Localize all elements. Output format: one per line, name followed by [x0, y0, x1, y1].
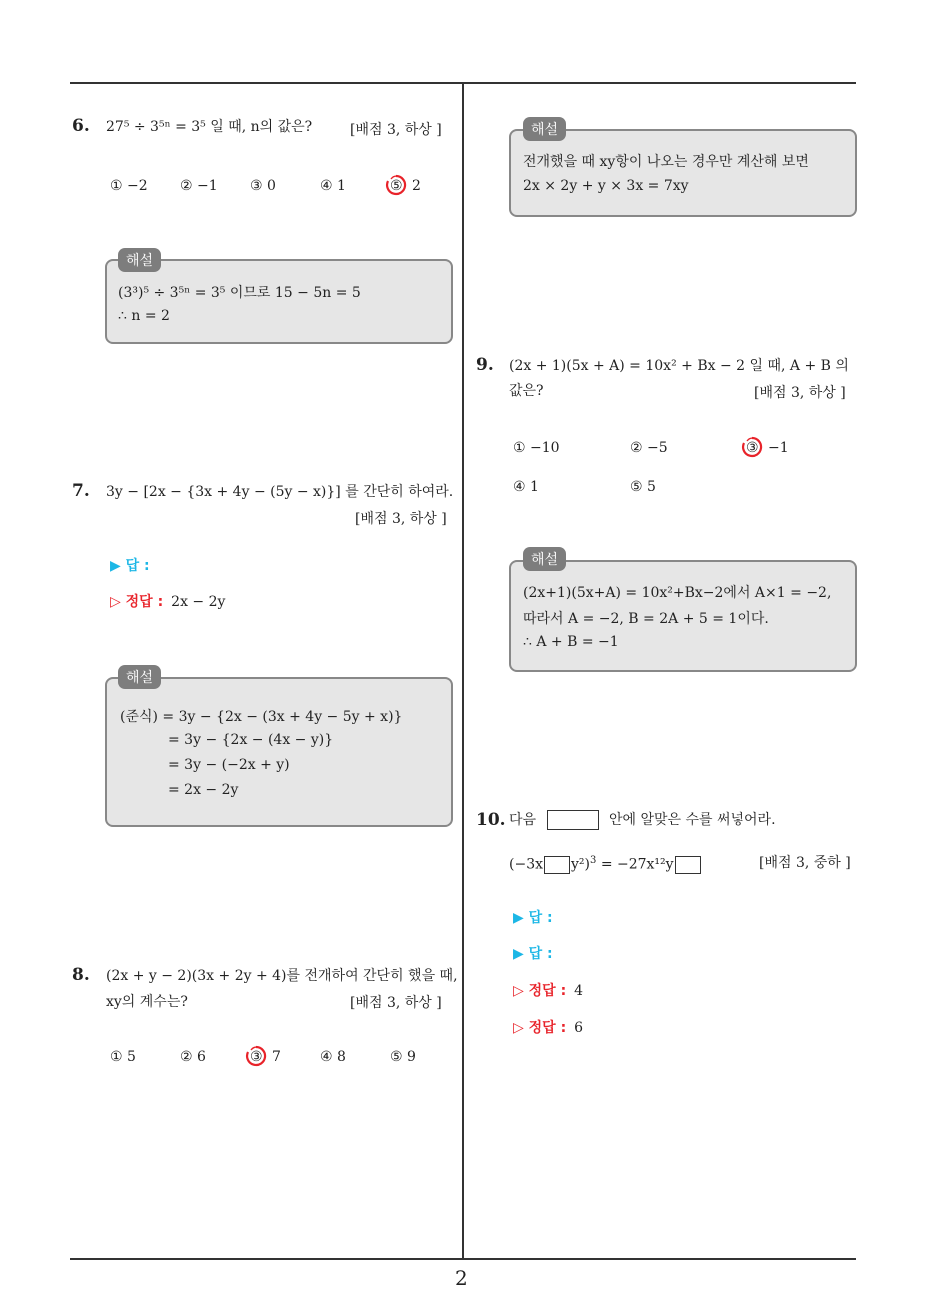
q6-solution-line-1: (3³)⁵ ÷ 3⁵ⁿ = 3⁵ 이므로 15 − 5n = 5	[118, 285, 361, 301]
column-divider	[462, 82, 464, 1259]
question-7-score: [배점 3, 하상 ]	[355, 511, 447, 527]
selected-answer-circle-icon	[741, 436, 763, 458]
answer-blank-box[interactable]	[675, 856, 701, 874]
q6-choice-4[interactable]: ④ 1	[320, 178, 346, 194]
question-9-text-line-1: (2x + 1)(5x + A) = 10x² + Bx − 2 일 때, A + B 의	[509, 358, 849, 374]
q8-solution-line-1: 전개했을 때 xy항이 나오는 경우만 계산해 보면	[523, 154, 809, 170]
question-6-number: 6.	[72, 116, 90, 136]
question-6-score: [배점 3, 하상 ]	[350, 122, 442, 138]
q8-choice-3[interactable]: ③	[250, 1049, 263, 1065]
question-7-text: 3y − [2x − {3x + 4y − (5y − x)}] 를 간단히 하여라.	[106, 484, 454, 500]
q8-choice-5[interactable]: ⑤ 9	[390, 1049, 416, 1065]
question-8-text-line-1: (2x + y − 2)(3x + 2y + 4)를 전개하여 간단히 했을 때,	[106, 968, 458, 984]
q7-solution-line-4: = 2x − 2y	[168, 782, 239, 798]
q8-solution-tag: 해설	[523, 117, 566, 141]
q8-choice-1[interactable]: ① 5	[110, 1049, 136, 1065]
expr-part-3: = −27x¹²y	[600, 856, 674, 873]
question-8-score: [배점 3, 하상 ]	[350, 995, 442, 1011]
q7-solution-box	[105, 677, 453, 827]
question-9-score: [배점 3, 하상 ]	[754, 385, 846, 401]
q8-choice-4[interactable]: ④ 8	[320, 1049, 346, 1065]
question-10-text-start: 다음	[509, 812, 537, 828]
selected-answer-circle-icon	[245, 1045, 267, 1067]
q9-choice-1[interactable]: ① −10	[513, 440, 560, 456]
q9-solution-tag: 해설	[523, 547, 566, 571]
question-10-expression	[509, 848, 701, 878]
q9-solution-line-2: 따라서 A = −2, B = 2A + 5 = 1이다.	[523, 611, 769, 627]
q7-correct-label: ▷ 정답 :	[110, 594, 164, 610]
q10-answer-label-2: ▶ 답 :	[513, 946, 553, 962]
question-10-score: [배점 3, 중하 ]	[759, 855, 851, 871]
question-9-number: 9.	[476, 355, 494, 375]
q7-solution-line-1: (준식) = 3y − {2x − (3x + 4y − 5y + x)}	[120, 709, 403, 725]
q6-solution-line-2: ∴ n = 2	[118, 308, 170, 324]
answer-blank-box[interactable]	[544, 856, 570, 874]
question-10-number: 10.	[476, 810, 506, 830]
q7-correct-value: 2x − 2y	[171, 594, 226, 610]
question-10-text-end: 안에 알맞은 수를 써넣어라.	[608, 812, 776, 828]
q9-choice-2[interactable]: ② −5	[630, 440, 668, 456]
q9-choice-4[interactable]: ④ 1	[513, 479, 539, 495]
expr-part-1: (−3x	[509, 856, 543, 873]
q7-correct-answer	[110, 591, 225, 611]
question-7-number: 7.	[72, 481, 90, 501]
q7-solution-line-2: = 3y − {2x − (4x − y)}	[168, 732, 334, 748]
q6-solution-tag: 해설	[118, 248, 161, 272]
q8-choice-2[interactable]: ② 6	[180, 1049, 206, 1065]
expr-exponent: 3	[589, 855, 597, 866]
q7-solution-line-3: = 3y − (−2x + y)	[168, 757, 290, 773]
q10-correct-label-2: ▷ 정답 :	[513, 1020, 567, 1036]
q9-solution-line-3: ∴ A + B = −1	[523, 634, 619, 650]
question-9-text-line-2: 값은?	[509, 383, 544, 399]
q10-answer-label-1: ▶ 답 :	[513, 910, 553, 926]
q9-choice-3-value: −1	[768, 440, 789, 456]
q9-choice-5[interactable]: ⑤ 5	[630, 479, 656, 495]
question-6-text: 27⁵ ÷ 3⁵ⁿ = 3⁵ 일 때, n의 값은?	[106, 119, 313, 135]
q8-choice-3-value: 7	[272, 1049, 281, 1065]
q10-correct-answer-2	[513, 1017, 583, 1037]
q6-choice-5[interactable]: ⑤	[390, 178, 403, 194]
selected-answer-circle-icon	[385, 174, 407, 196]
q7-answer-label: ▶ 답 :	[110, 558, 150, 574]
answer-blank-box[interactable]	[547, 810, 599, 830]
q6-choice-2[interactable]: ② −1	[180, 178, 218, 194]
q6-choice-5-value: 2	[412, 178, 421, 194]
q10-correct-value-1: 4	[574, 983, 584, 999]
q6-choice-1[interactable]: ① −2	[110, 178, 148, 194]
q6-choice-3[interactable]: ③ 0	[250, 178, 276, 194]
q10-correct-label-1: ▷ 정답 :	[513, 983, 567, 999]
page-number: 2	[455, 1266, 468, 1290]
q9-solution-line-1: (2x+1)(5x+A) = 10x²+Bx−2에서 A×1 = −2,	[523, 585, 832, 601]
q10-correct-answer-1	[513, 980, 583, 1000]
q10-correct-value-2: 6	[574, 1020, 584, 1036]
q7-solution-tag: 해설	[118, 665, 161, 689]
question-10-text	[509, 807, 776, 833]
q9-choice-3[interactable]: ③	[746, 440, 759, 456]
question-8-number: 8.	[72, 965, 90, 985]
expr-part-2: y²)	[571, 856, 590, 873]
bottom-rule	[70, 1258, 856, 1260]
q8-solution-box	[509, 129, 857, 217]
question-8-text-line-2: xy의 계수는?	[106, 994, 188, 1010]
q8-solution-line-2: 2x × 2y + y × 3x = 7xy	[523, 178, 689, 194]
